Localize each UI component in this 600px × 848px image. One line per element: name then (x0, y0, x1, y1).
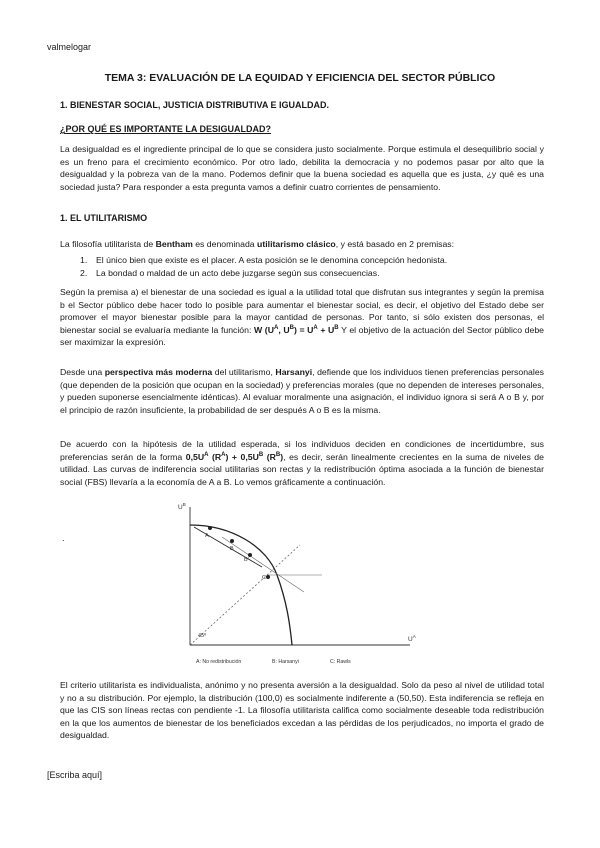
caption-rawls: C: Rawls (330, 659, 351, 665)
point-b-label: B (230, 546, 234, 552)
point-c-label: C (262, 575, 266, 581)
point-a-label: A (205, 533, 209, 539)
page-title: TEMA 3: EVALUACIÓN DE LA EQUIDAD Y EFICIENCIA DEL SECTOR PÚBLICO (104, 72, 496, 84)
point-b-prime-label: B' (244, 557, 249, 563)
paragraph-bentham: La filosofía utilitarista de Bentham es denominada utilitarismo clásico, y está basado en 2 premisas: (60, 239, 455, 249)
x-axis-label: $U^A$ (408, 634, 416, 643)
paragraph-premises: Según la premisa a) el bienestar de una sociedad es igual a la utilidad total que disfrutan sus integrantes y según la premisa b el Sector público debe hacer todo lo posible para aumentar el bienestar social, es decir, el objetivo del Estado debe ser promover el mayor bienestar posible para la mayor cantidad de personas. Por tanto, si sólo existen dos personas, el bienestar social se evaluaría mediante la función: W ($U^A$, $U^B) = U^A + U^B$ Y el objetivo de la actuación del Sector público debe ser maximizar la expresión. (60, 287, 544, 347)
y-axis-label: $U^B$ (178, 502, 186, 511)
subsection-heading: 1. EL UTILITARISMO (60, 213, 148, 223)
paragraph-inequality: La desigualdad es el ingrediente principal de lo que se considera justo socialmente. Porque estimula el desequilibrio social y es un freno para el crecimiento económico. Por otro lado, debilita la democracia y no podemos pasar por alto que la desigualdad y la pobreza van de la mano. Podemos definir que la buena sociedad es aquella que es justa, ¿y qué es una sociedad justa? Para responder a esta pregunta vamos a definir cuatro corrientes de pensamiento. (60, 144, 544, 192)
paragraph-expected-utility: De acuerdo con la hipótesis de la utilidad esperada, si los individuos deciden en condiciones de incertidumbre, sus preferencias serán de la forma $0,5U^A$ $(R^A) + 0,5U^B$ $(R^B)$, es decir, serán linealmente crecientes en la suma de niveles de utilidad. Las curvas de indiferencia social utilitarias son rectas y la redistribución óptima asociada a la función de bienestar social (FBS) llevaría a la economía de A a B. Lo vemos gráficamente a continuación. (60, 439, 544, 487)
utility-possibility-figure (172, 497, 442, 672)
point-b (230, 539, 234, 543)
caption-no-redistribution: A: No redistribución (196, 659, 242, 665)
paragraph-harsanyi: Desde una perspectiva más moderna del utilitarismo, Harsanyi, defiende que los individuos tienen preferencias personales (que dependen de la posición que ocupan en la sociedad) y preferencias morales (que no dependen de intereses personales, y pueden suponerse esencialmente idénticas). Al evaluar moralmente una asignación, el individuo ignora si será A o B y, por el principio de razón insuficiente, la probabilidad de ser después A o B es la misma. (60, 367, 544, 415)
45-degree-label: 45º (198, 633, 207, 639)
indifference-line-2 (222, 537, 304, 592)
list-item: 2. La bondad o maldad de un acto debe juzgarse según sus consecuencias. (80, 267, 380, 278)
question-heading: ¿POR QUÉ ES IMPORTANTE LA DESIGUALDAD? (60, 124, 272, 134)
point-a (208, 526, 212, 530)
premises-list (80, 254, 540, 279)
paragraph-criterion: El criterio utilitarista es individualista, anónimo y no presenta aversión a la desigualdad. Solo da peso al nivel de utilidad total y no a su distribución. Por ejemplo, la distribución (100,0) es socialmente indiferente a (50,50). Esta indiferencia se refleja en que las CIS son líneas rectas con pendiente -1. La filosofía utilitarista califica como socialmente deseable toda redistribución en la que los aumentos de bienestar de los beneficiados excedan a las pérdidas de los perjudicados, no importa el grado de desigualdad. (60, 680, 544, 740)
utility-frontier-curve (190, 525, 292, 645)
section-heading: 1. BIENESTAR SOCIAL, JUSTICIA DISTRIBUTIVA E IGUALDAD. (60, 100, 330, 110)
author-name: valmelogar (47, 42, 92, 52)
list-item: 1. El único bien que existe es el placer. A esta posición se le denomina concepción hedonista. (80, 255, 448, 265)
caption-harsanyi: B: Harsanyi (272, 659, 299, 665)
point-c (266, 575, 270, 579)
footer-placeholder[interactable]: [Escriba aquí] (47, 770, 103, 780)
stray-dot: . (62, 533, 65, 543)
